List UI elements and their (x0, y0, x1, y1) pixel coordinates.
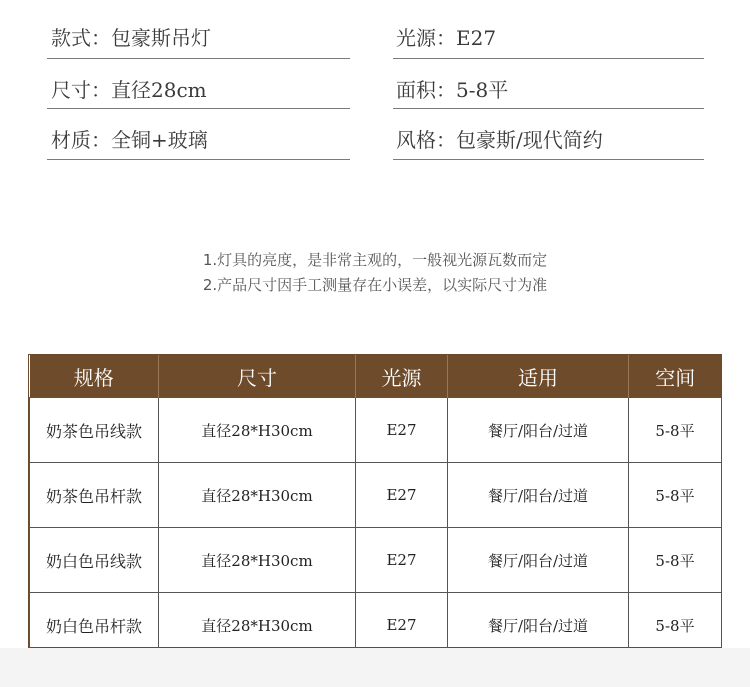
cell-model: 奶茶色吊线款 (30, 398, 159, 463)
cell-size: 直径28*H30cm (159, 398, 356, 463)
table-row (30, 463, 722, 528)
header-suitable: 适用 (448, 355, 629, 398)
table-row (30, 528, 722, 593)
header-size: 尺寸 (159, 355, 356, 398)
cell-suitable: 餐厅/阳台/过道 (448, 528, 629, 593)
cell-light-source: E27 (356, 593, 448, 658)
spec-divider (393, 108, 704, 109)
spec-divider (393, 58, 704, 59)
spec-design-style (396, 124, 603, 153)
cell-size: 直径28*H30cm (159, 593, 356, 658)
cell-light-source: E27 (356, 463, 448, 528)
notes (0, 248, 750, 298)
spec-table (28, 354, 722, 648)
cell-space: 5-8平 (629, 398, 722, 463)
spec-material-label: 材质： (51, 128, 111, 152)
cell-light-source: E27 (356, 528, 448, 593)
cell-space: 5-8平 (629, 528, 722, 593)
spec-material-value: 全铜+玻璃 (111, 128, 208, 152)
spec-area-label: 面积： (396, 78, 456, 102)
spec-area-value: 5-8平 (456, 78, 509, 102)
spec-divider (47, 58, 350, 59)
cell-model: 奶茶色吊杆款 (30, 463, 159, 528)
cell-size: 直径28*H30cm (159, 463, 356, 528)
note-measurement: 2.产品尺寸因手工测量存在小误差，以实际尺寸为准 (202, 276, 548, 294)
spec-design-label: 风格： (396, 128, 456, 152)
table-header-row (30, 355, 722, 398)
spec-size (51, 74, 207, 103)
header-space: 空间 (629, 355, 722, 398)
cell-space: 5-8平 (629, 463, 722, 528)
cell-model: 奶白色吊杆款 (30, 593, 159, 658)
cell-suitable: 餐厅/阳台/过道 (448, 398, 629, 463)
cell-suitable: 餐厅/阳台/过道 (448, 593, 629, 658)
spec-area (396, 74, 508, 103)
cell-model: 奶白色吊线款 (30, 528, 159, 593)
spec-material (51, 124, 208, 153)
spec-light-value: E27 (456, 26, 497, 50)
cell-light-source: E27 (356, 398, 448, 463)
note-brightness: 1.灯具的亮度，是非常主观的，一般视光源瓦数而定 (202, 251, 548, 269)
spec-light-source (396, 22, 496, 51)
cell-size: 直径28*H30cm (159, 528, 356, 593)
spec-style-value: 包豪斯吊灯 (111, 26, 211, 50)
spec-style (51, 22, 211, 51)
spec-size-value: 直径28cm (111, 78, 207, 102)
table-row (30, 398, 722, 463)
cell-suitable: 餐厅/阳台/过道 (448, 463, 629, 528)
cell-space: 5-8平 (629, 593, 722, 658)
spec-divider (47, 159, 350, 160)
spec-size-label: 尺寸： (51, 78, 111, 102)
header-light-source: 光源 (356, 355, 448, 398)
spec-divider (47, 108, 350, 109)
header-spec: 规格 (30, 355, 159, 398)
spec-light-label: 光源： (396, 26, 456, 50)
spec-design-value: 包豪斯/现代简约 (456, 128, 603, 152)
spec-style-label: 款式： (51, 26, 111, 50)
bottom-band (0, 648, 750, 687)
spec-divider (393, 159, 704, 160)
